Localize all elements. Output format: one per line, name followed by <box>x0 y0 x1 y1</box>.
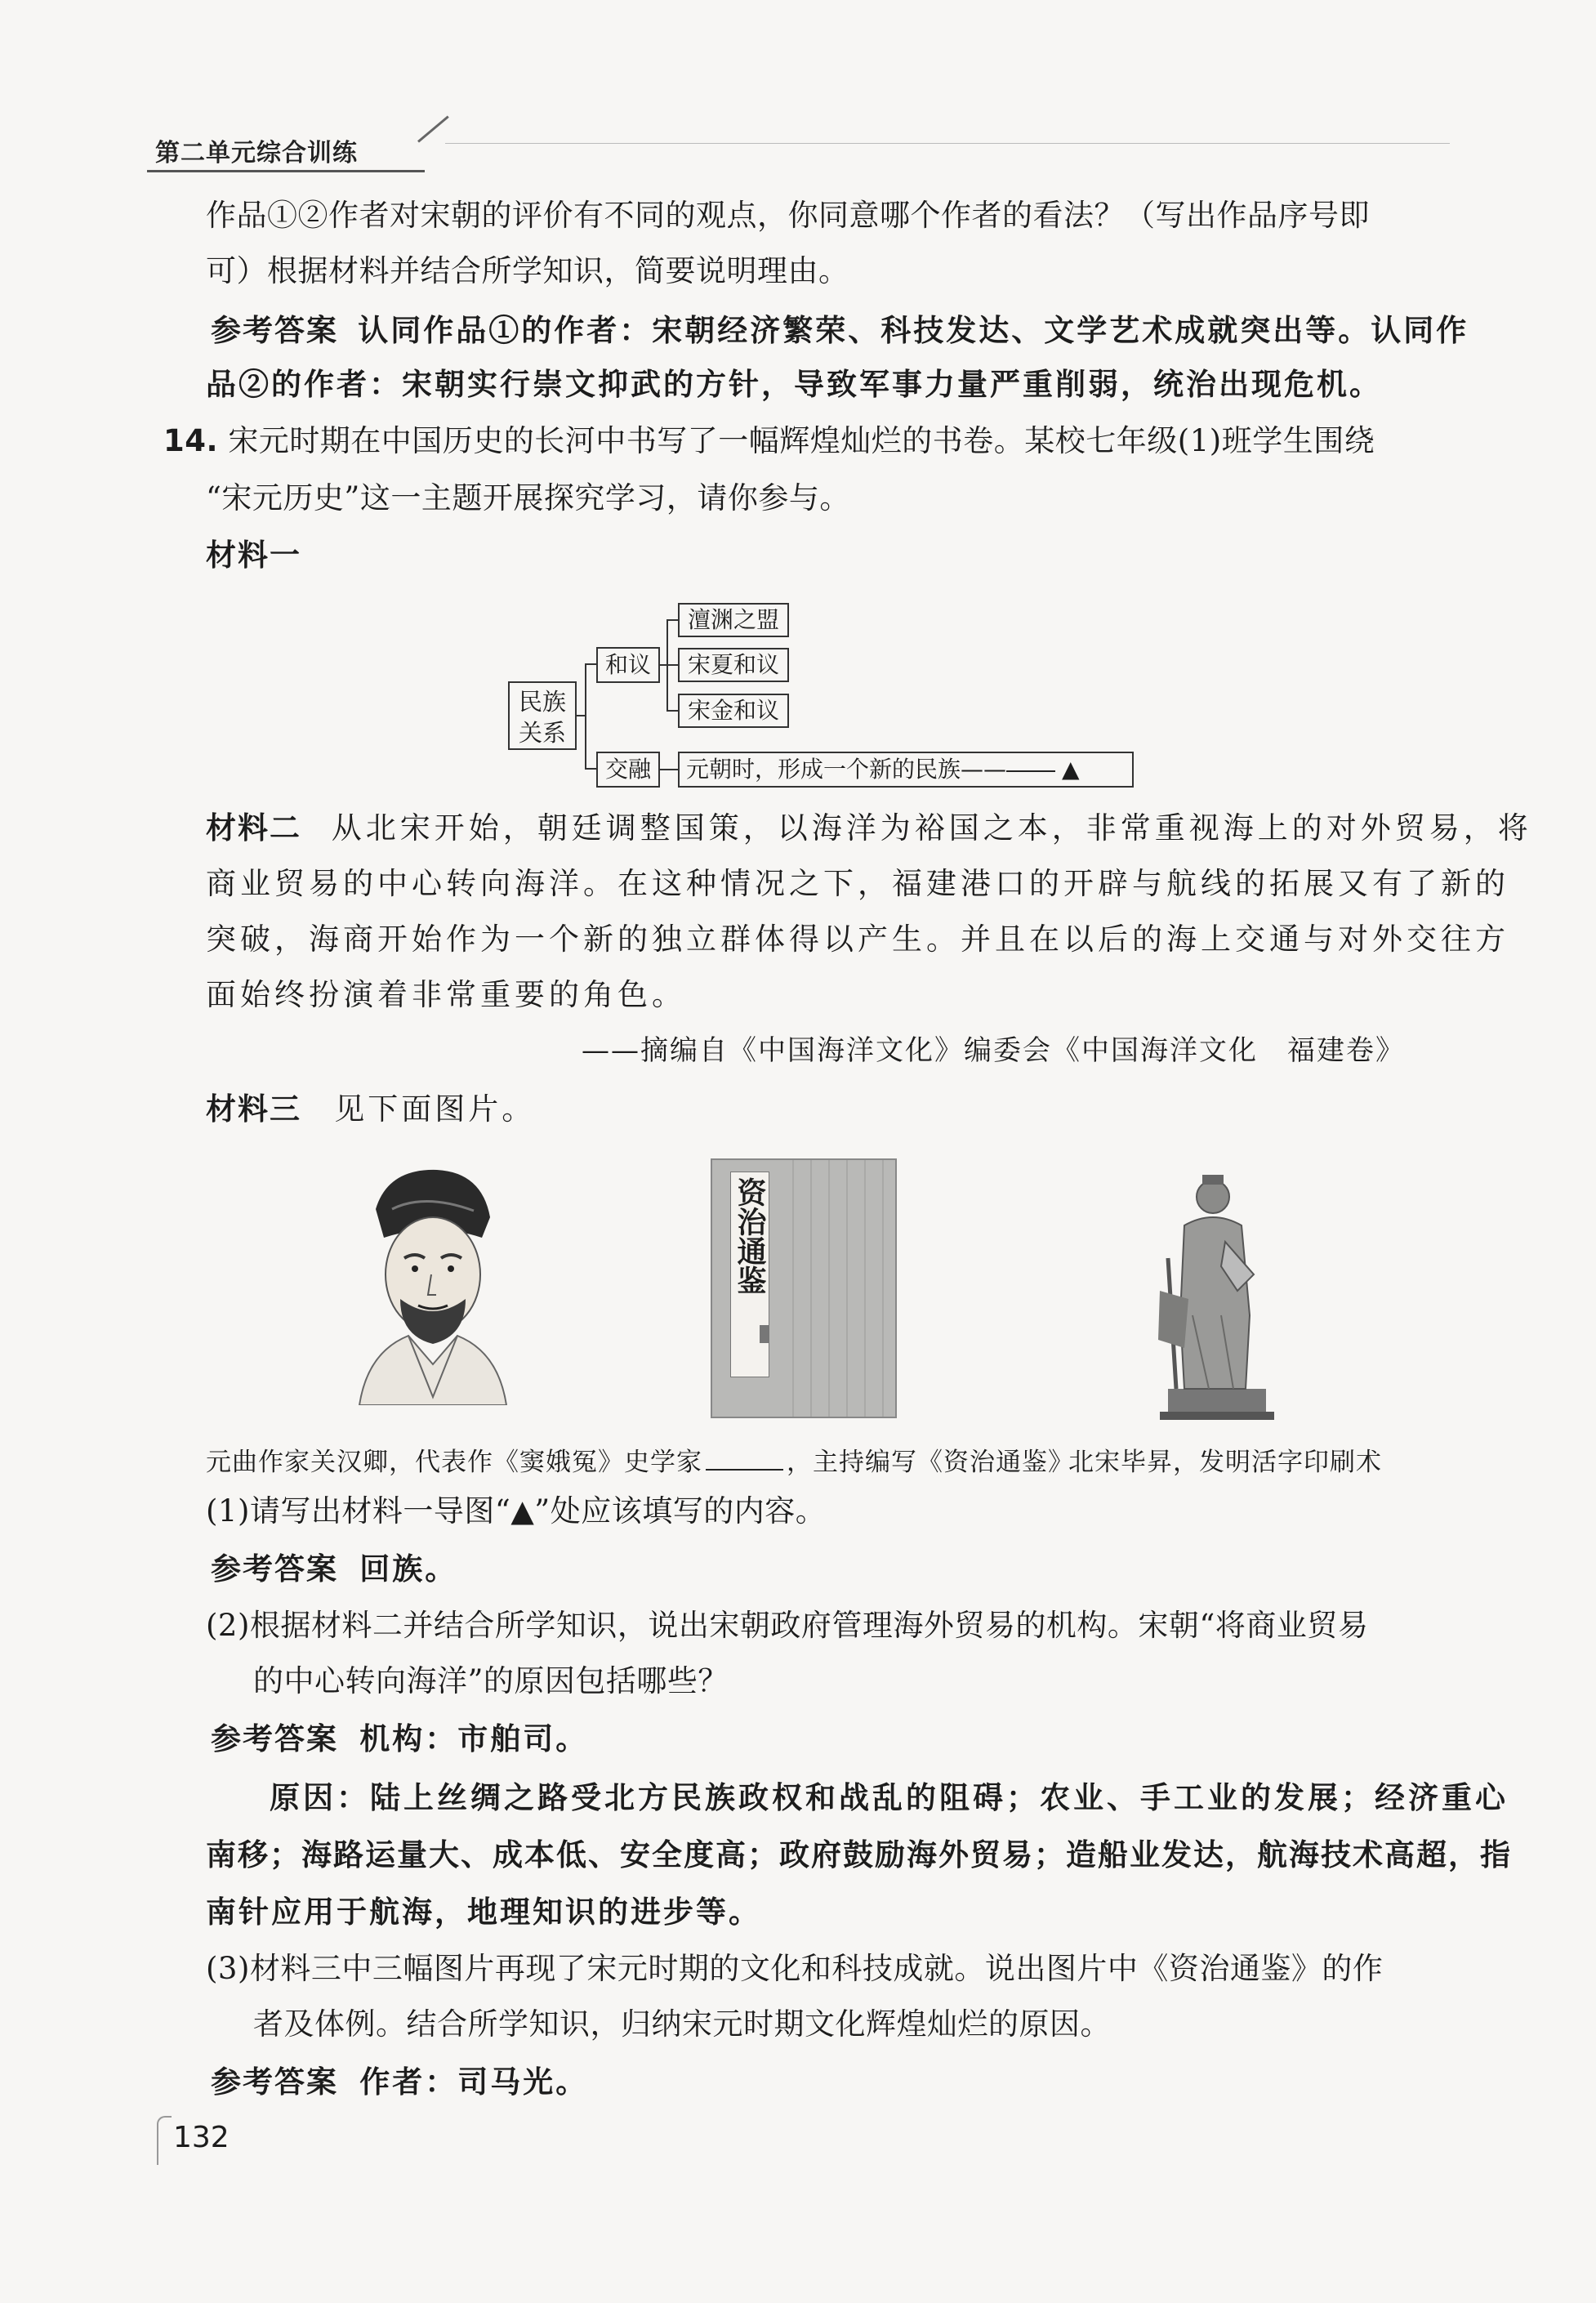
book-cover-texture <box>776 1160 890 1417</box>
connector <box>585 768 596 770</box>
sub-question-3-line2: 者及体例。结合所学知识，归纳宋元时期文化辉煌灿烂的原因。 <box>253 2006 1111 2042</box>
sub-question-2-line1: (2)根据材料二并结合所学知识，说出宋朝政府管理海外贸易的机构。宋朝“将商业贸易 <box>206 1608 1369 1643</box>
sub-answer-2-reason3: 南针应用于航海，地理知识的进步等。 <box>206 1894 761 1930</box>
connector <box>666 710 678 712</box>
caption-guan-hanqing: 元曲作家关汉卿，代表作《窦娥冤》 <box>206 1448 624 1477</box>
book-seal <box>760 1325 769 1343</box>
caption-historian-prefix: 史学家 <box>624 1448 702 1477</box>
diagram-item-song-jin: 宋金和议 <box>678 694 789 728</box>
material-1-label: 材料一 <box>206 538 301 573</box>
connector <box>585 663 596 665</box>
sub-question-1: (1)请写出材料一导图“▲”处应该填写的内容。 <box>206 1493 827 1529</box>
material-3-row <box>206 1090 535 1129</box>
sub-answer-2-reason1: 原因：陆上丝绸之路受北方民族政权和战乱的阻碍；农业、手工业的发展；经济重心 <box>270 1779 1509 1815</box>
diagram-branch-peace: 和议 <box>596 647 660 683</box>
answer-label: 参考答案 <box>211 1551 338 1587</box>
fusion-blank <box>1006 770 1055 772</box>
material-3-text: 见下面图片。 <box>334 1091 536 1127</box>
sub-answer-3-row <box>211 2062 588 2102</box>
page-number: 132 <box>173 2121 230 2154</box>
book-title: 资治通鉴 <box>733 1177 767 1295</box>
material-2-line3: 突破，海商开始作为一个新的独立群体得以产生。并且在以后的海上交通与对外交往方 <box>206 922 1509 957</box>
caption-bi-sheng: 北宋毕昇，发明活字印刷术 <box>1068 1448 1382 1477</box>
sub-answer-2-row <box>211 1719 588 1759</box>
section-title: 第二单元综合训练 <box>155 139 358 167</box>
fusion-text: 元朝时，形成一个新的民族—— <box>686 756 1007 783</box>
q14-stem-line2: “宋元历史”这一主题开展探究学习，请你参与。 <box>206 480 850 515</box>
prev-answer-row <box>211 310 1469 350</box>
page-number-bracket <box>157 2116 172 2165</box>
connector <box>660 769 678 770</box>
header-rule <box>445 143 1450 144</box>
diagram-item-song-xia: 宋夏和议 <box>678 648 789 682</box>
prev-answer-text2: 品②的作者：宋朝实行崇文抑武的方针，导致军事力量严重削弱，统治出现危机。 <box>206 366 1382 402</box>
material-2-line2: 商业贸易的中心转向海洋。在这种情况之下，福建港口的开辟与航线的拓展又有了新的 <box>206 866 1509 901</box>
bi-sheng-statue <box>1144 1152 1282 1422</box>
answer-label: 参考答案 <box>211 313 338 348</box>
header-underline <box>147 170 425 172</box>
caption-historian <box>624 1441 1074 1478</box>
zizhi-tongjian-book-image <box>711 1158 897 1418</box>
sub-answer-2-reason2: 南移；海路运量大、成本低、安全度高；政府鼓励海外贸易；造船业发达，航海技术高超，指 <box>206 1837 1512 1872</box>
caption-historian-suffix: ，主持编写《资治通鉴》 <box>787 1448 1074 1477</box>
material-2-label: 材料二 <box>206 810 301 846</box>
material-2-line4: 面始终扮演着非常重要的角色。 <box>206 977 686 1012</box>
material-2-text1: 从北宋开始，朝廷调整国策，以海洋为裕国之本，非常重视海上的对外贸易，将 <box>331 810 1532 846</box>
prev-answer-text1: 认同作品①的作者：宋朝经济繁荣、科技发达、文学艺术成就突出等。认同作 <box>358 312 1469 348</box>
diagram-item-chanyuan: 澶渊之盟 <box>678 603 789 637</box>
answer-label: 参考答案 <box>211 1721 338 1756</box>
prev-question-line1: 作品①②作者对宋朝的评价有不同的观点，你同意哪个作者的看法？（写出作品序号即 <box>206 198 1370 233</box>
book-title-label <box>730 1172 769 1377</box>
sub-answer-2-agency: 机构：市舶司。 <box>359 1721 589 1756</box>
header-slash <box>417 115 449 142</box>
sub-answer-1-row <box>211 1549 457 1589</box>
diagram-fusion-box <box>678 752 1134 788</box>
diagram-branch-fusion: 交融 <box>596 752 660 788</box>
q14-stem-text1: 宋元时期在中国历史的长河中书写了一幅辉煌灿烂的书卷。某校七年级(1)班学生围绕 <box>228 423 1375 458</box>
q14-stem-line1 <box>163 422 1375 461</box>
question-number: 14. <box>163 423 219 458</box>
sub-answer-1: 回族。 <box>359 1551 458 1587</box>
triangle-mark: ▲ <box>1062 756 1080 783</box>
material-2-line1 <box>206 809 1532 848</box>
sub-answer-3: 作者：司马光。 <box>359 2064 589 2100</box>
connector <box>666 664 678 666</box>
answer-label: 参考答案 <box>211 2064 338 2100</box>
connector <box>666 619 678 621</box>
material-3-label: 材料三 <box>206 1091 301 1127</box>
historian-blank <box>706 1468 783 1471</box>
sub-question-2-line2: 的中心转向海洋”的原因包括哪些？ <box>253 1663 729 1698</box>
diagram-root: 民族关系 <box>508 681 577 750</box>
sub-question-3-line1: (3)材料三中三幅图片再现了宋元时期的文化和科技成就。说出图片中《资治通鉴》的作 <box>206 1951 1384 1986</box>
prev-question-line2: 可）根据材料并结合所学知识，简要说明理由。 <box>206 253 849 288</box>
material-2-source: ——摘编自《中国海洋文化》编委会《中国海洋文化 福建卷》 <box>582 1034 1405 1067</box>
connector <box>585 663 586 768</box>
guan-hanqing-portrait <box>343 1160 515 1405</box>
